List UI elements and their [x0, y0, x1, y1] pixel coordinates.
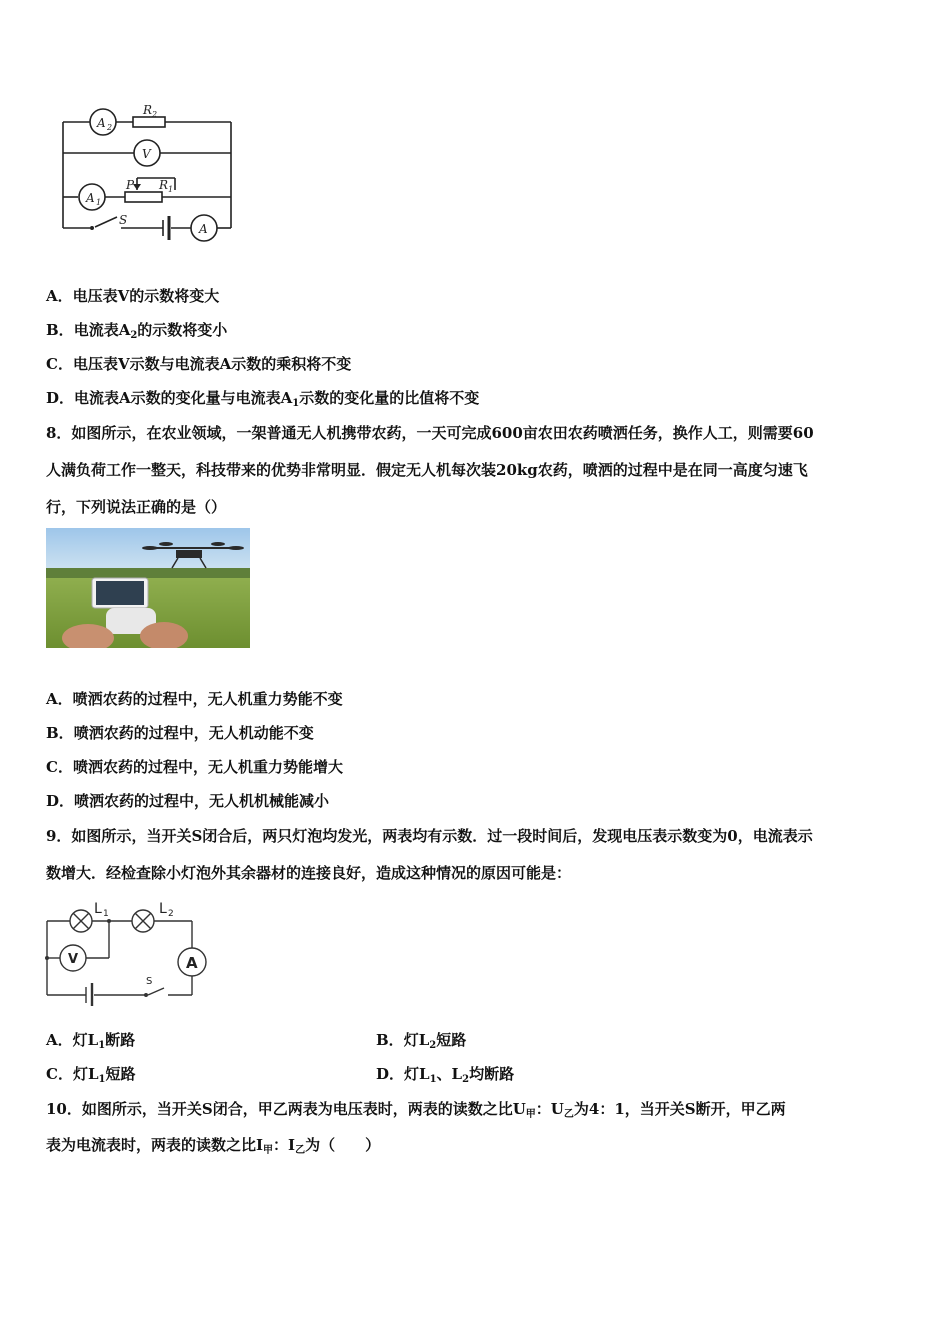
- q7-option-a: A．电压表V的示数将变大: [46, 287, 220, 305]
- q7-label-a1: A: [86, 191, 95, 205]
- q9-label-v: V: [68, 952, 79, 967]
- q7-label-p: P: [126, 178, 135, 192]
- q7-option-c: C．电压表V示数与电流表A示数的乘积将不变: [46, 355, 352, 373]
- q8-drone-photo: [46, 528, 250, 648]
- q8-option-c: C．喷洒农药的过程中，无人机重力势能增大: [46, 758, 343, 776]
- q9-label-l2: L: [159, 901, 167, 917]
- svg-text:2: 2: [152, 110, 158, 119]
- svg-text:2: 2: [168, 909, 174, 919]
- q8-option-b: B．喷洒农药的过程中，无人机动能不变: [46, 724, 314, 742]
- q7-label-s: S: [119, 213, 128, 227]
- q7-option-b: B．电流表$A_2$的示数将变小: [46, 321, 228, 341]
- q8-stem-line-1: 8．如图所示，在农业领域，一架普通无人机携带农药，一天可完成600亩农田农药喷洒任务，换作人工，则需要60: [46, 424, 814, 442]
- q9-option-d: D．灯$L_1$、$L_2$均断路: [376, 1065, 515, 1085]
- svg-text:1: 1: [96, 198, 102, 207]
- q9-label-s: S: [146, 976, 153, 987]
- q7-label-a2: A: [97, 116, 106, 130]
- svg-text:2: 2: [107, 123, 113, 132]
- q7-label-r2: R: [143, 103, 153, 117]
- q7-circuit-diagram: [55, 100, 245, 245]
- q8-stem-line-2: 人满负荷工作一整天，科技带来的优势非常明显．假定无人机每次装20kg农药，喷洒的过程中是在同一高度匀速飞: [46, 461, 808, 479]
- q9-circuit-diagram: [42, 896, 222, 1006]
- q9-label-l1: L: [94, 901, 102, 917]
- q7-label-v: V: [142, 147, 151, 161]
- svg-text:1: 1: [103, 909, 109, 919]
- q9-stem-line-1: 9．如图所示，当开关S闭合后，两只灯泡均发光，两表均有示数．过一段时间后，发现电压表示数变为0，电流表示: [46, 827, 813, 845]
- q7-label-r1: R: [159, 178, 169, 192]
- q8-option-d: D．喷洒农药的过程中，无人机机械能减小: [46, 792, 330, 810]
- q10-stem-line-1: 10．如图所示，当开关S闭合，甲乙两表为电压表时，两表的读数之比$U_甲$：$U_乙$为4：1，当开关S断开，甲乙两: [46, 1100, 786, 1120]
- q9-option-a: A．灯$L_1$断路: [46, 1031, 136, 1051]
- q8-option-a: A．喷洒农药的过程中，无人机重力势能不变: [46, 690, 343, 708]
- q10-stem-line-2: 表为电流表时，两表的读数之比$I_甲$：$I_乙$为（ ）: [46, 1136, 381, 1156]
- q9-option-c: C．灯$L_1$短路: [46, 1065, 136, 1085]
- svg-text:1: 1: [168, 185, 174, 194]
- q7-option-d: D．电流表A示数的变化量与电流表$A_1$示数的变化量的比值将不变: [46, 389, 480, 409]
- q9-label-a: A: [186, 954, 198, 972]
- q7-label-a: A: [199, 222, 208, 236]
- q9-option-b: B．灯$L_2$短路: [376, 1031, 467, 1051]
- q9-stem-line-2: 数增大．经检查除小灯泡外其余器材的连接良好，造成这种情况的原因可能是：: [46, 864, 572, 882]
- q8-stem-line-3: 行，下列说法正确的是（）: [46, 498, 227, 516]
